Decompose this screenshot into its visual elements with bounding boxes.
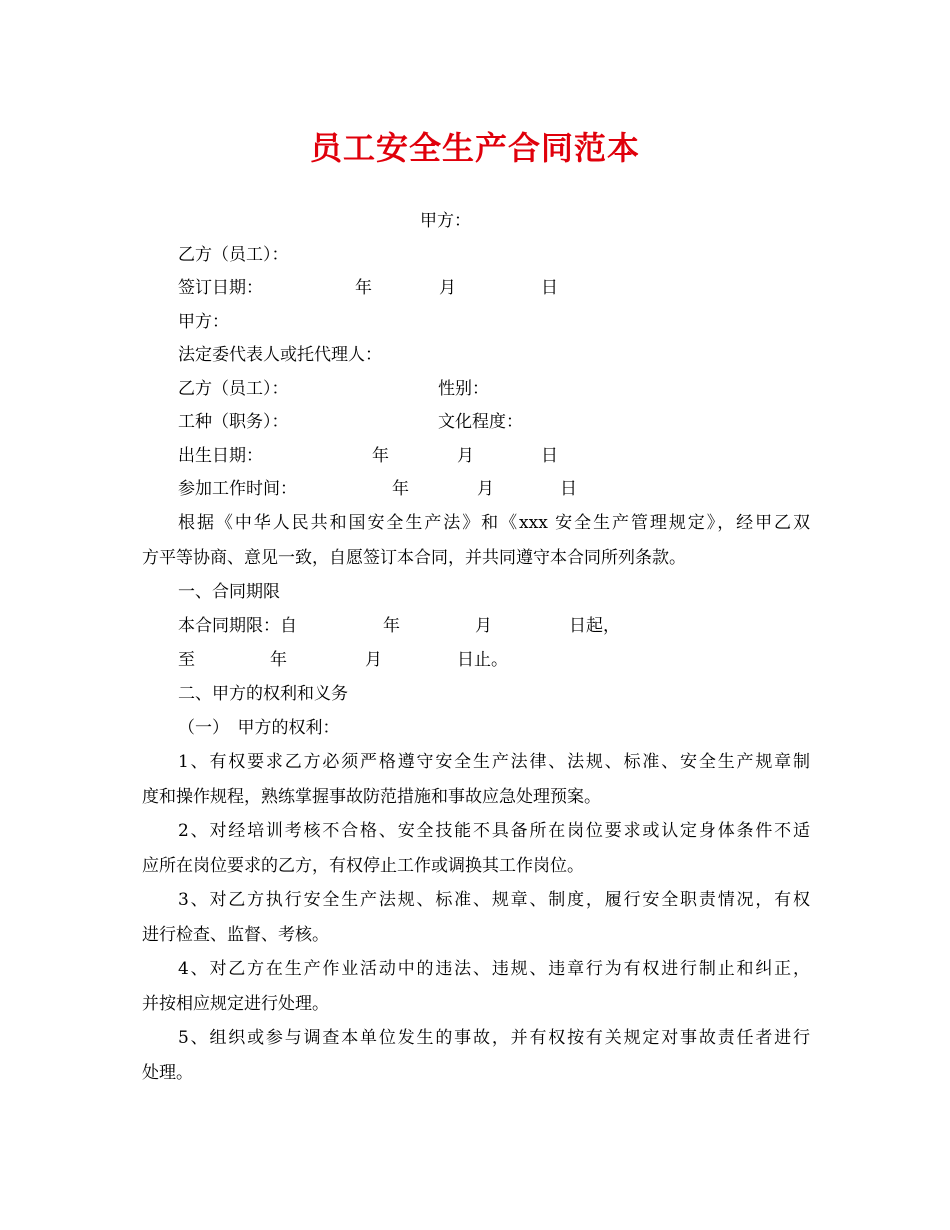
- section-2-heading: 二、甲方的权利和义务: [178, 684, 348, 704]
- item-4-line-2: 并按相应规定进行处理。: [142, 994, 329, 1014]
- term-month-2: 月: [365, 650, 382, 670]
- birth-day: 日: [541, 446, 558, 466]
- item-3-line-2: 进行检查、监督、考核。: [142, 925, 329, 945]
- work-start-month: 月: [477, 479, 494, 499]
- party-a-line: 甲方：: [178, 312, 229, 332]
- sign-date-label: 签订日期：: [178, 278, 263, 298]
- job-label: 工种（职务）：: [178, 412, 289, 432]
- item-5-line-2: 处理。: [142, 1063, 193, 1083]
- work-start-day: 日: [560, 479, 577, 499]
- intro-line-1: 根据《中华人民共和国安全生产法》和《xxx 安全生产管理规定》，经甲乙双: [178, 513, 810, 533]
- sign-date-year: 年: [355, 278, 372, 298]
- employee-label: 乙方（员工）：: [178, 379, 289, 399]
- intro-line-2: 方平等协商、意见一致，自愿签订本合同，并共同遵守本合同所列条款。: [142, 548, 686, 568]
- section-1-heading: 一、合同期限: [178, 582, 280, 602]
- party-b-line: 乙方（员工）：: [178, 245, 289, 265]
- item-2-line-2: 应所在岗位要求的乙方，有权停止工作或调换其工作岗位。: [142, 856, 584, 876]
- term-year-2: 年: [270, 650, 287, 670]
- gender-label: 性别：: [438, 379, 489, 399]
- sign-date-day: 日: [541, 278, 558, 298]
- term-label: 本合同期限：自: [178, 616, 297, 636]
- birth-year: 年: [372, 446, 389, 466]
- birth-month: 月: [457, 446, 474, 466]
- document-title: 员工安全生产合同范本: [309, 129, 640, 167]
- item-1-line-1: 1、有权要求乙方必须严格遵守安全生产法律、法规、标准、安全生产规章制: [178, 752, 810, 772]
- legal-rep-line: 法定委代表人或托代理人：: [178, 345, 382, 365]
- item-5-line-1: 5、组织或参与调查本单位发生的事故，并有权按有关规定对事故责任者进行: [178, 1028, 810, 1048]
- term-year: 年: [383, 616, 400, 636]
- term-day-from: 日起，: [569, 616, 620, 636]
- item-4-line-1: 4、对乙方在生产作业活动中的违法、违规、违章行为有权进行制止和纠正，: [178, 959, 810, 979]
- work-start-label: 参加工作时间：: [178, 479, 297, 499]
- term-to: 至: [178, 650, 195, 670]
- term-day-to: 日止。: [457, 650, 508, 670]
- work-start-year: 年: [392, 479, 409, 499]
- sign-date-month: 月: [439, 278, 456, 298]
- header-party-a: 甲方：: [420, 211, 471, 231]
- subsection-1-heading: （一） 甲方的权利：: [178, 718, 340, 738]
- term-month: 月: [475, 616, 492, 636]
- birth-label: 出生日期：: [178, 446, 263, 466]
- education-label: 文化程度：: [438, 412, 523, 432]
- item-1-line-2: 度和操作规程，熟练掌握事故防范措施和事故应急处理预案。: [142, 787, 601, 807]
- item-2-line-1: 2、对经培训考核不合格、安全技能不具备所在岗位要求或认定身体条件不适: [178, 821, 810, 841]
- item-3-line-1: 3、对乙方执行安全生产法规、标准、规章、制度，履行安全职责情况，有权: [178, 890, 810, 910]
